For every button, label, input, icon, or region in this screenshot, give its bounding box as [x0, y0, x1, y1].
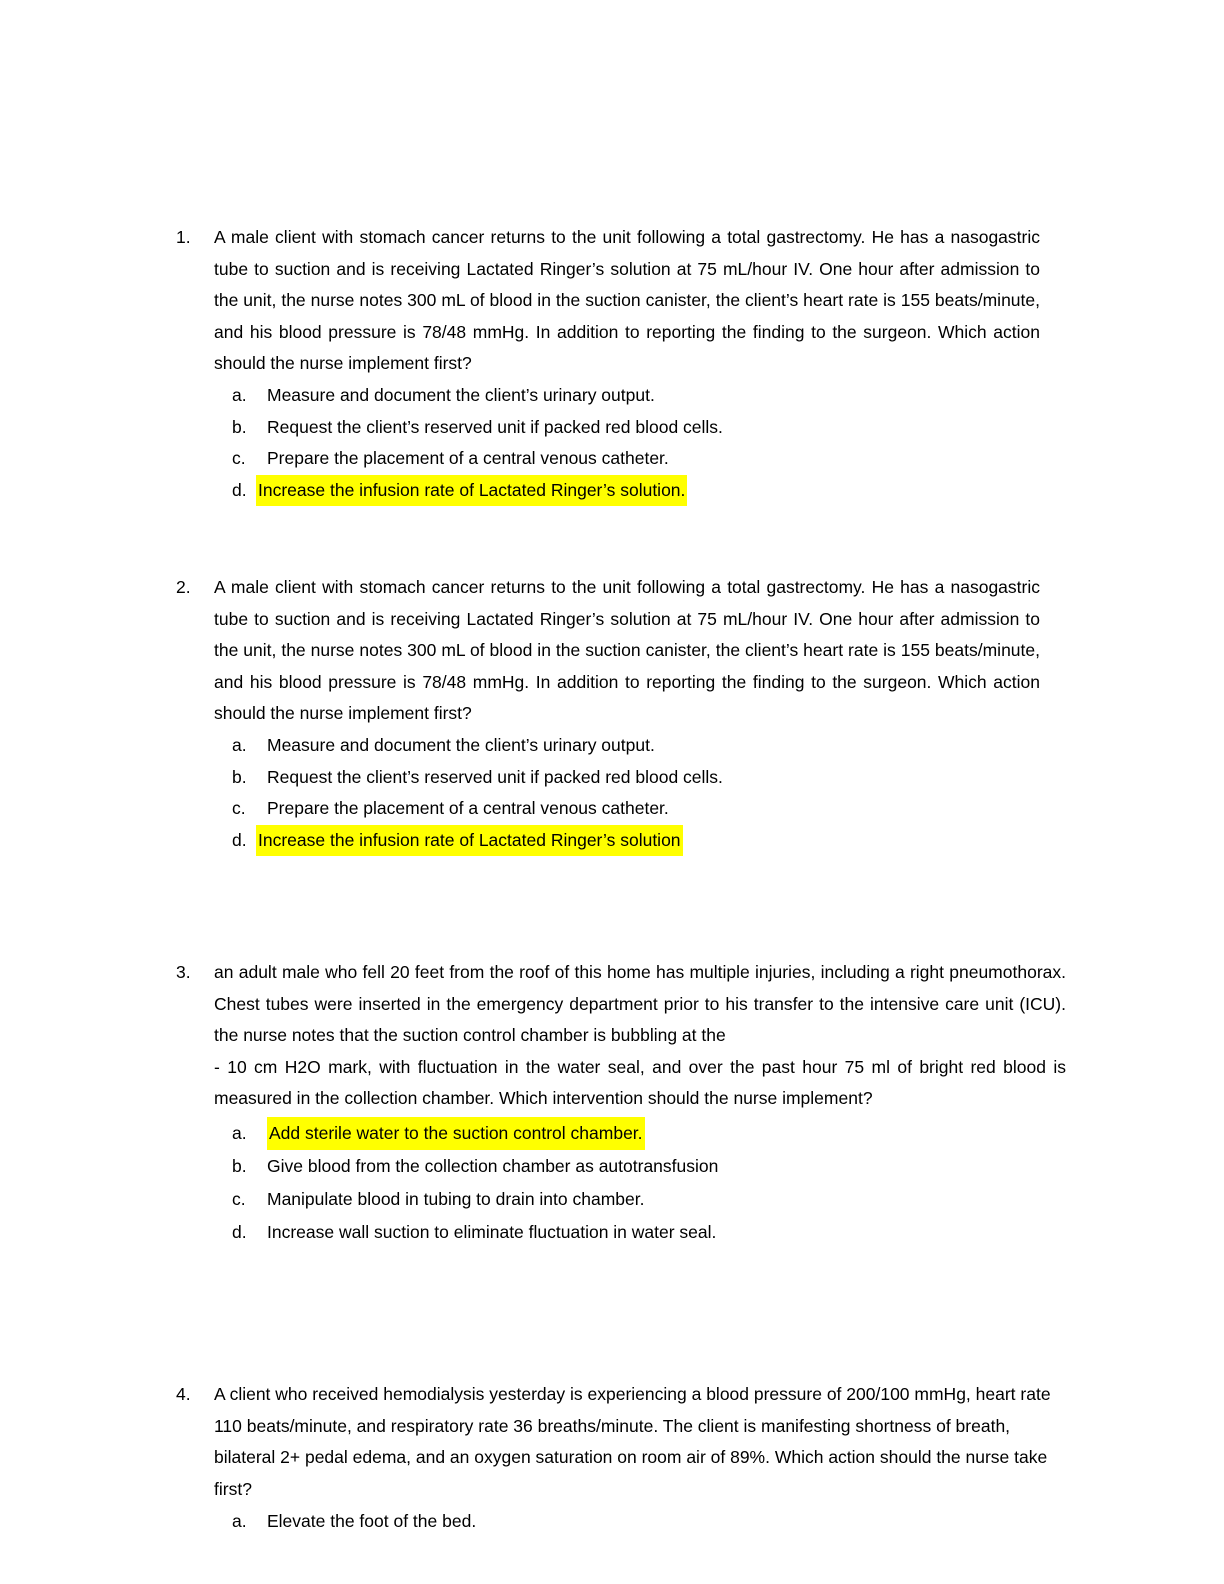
- question-3: [176, 957, 1076, 1249]
- option-a: [176, 1117, 1076, 1150]
- question-4: [176, 1379, 1076, 1538]
- question-stem: A client who received hemodialysis yesterday is experiencing a blood pressure of 200/100 mmHg, heart rate 110 beats/minute, and respiratory rate 36 breaths/minute. The client is manifesting shortness of breath, bilateral 2+ pedal edema, and an oxygen saturation on room air of 89%. Which action should the nurse take first?: [214, 1384, 1051, 1499]
- option-c: [176, 793, 1076, 825]
- option-a: [176, 1505, 1076, 1538]
- highlighted-answer: Increase the infusion rate of Lactated Ringer’s solution: [256, 825, 683, 857]
- option-letter: b.: [232, 766, 247, 787]
- question-stem: A male client with stomach cancer returns to the unit following a total gastrectomy. He has a nasogastric tube to suction and is receiving Lactated Ringer’s solution at 75 mL/hour IV. One hour after admission to the unit, the nurse notes 300 mL of blood in the suction canister, the client’s heart rate is 155 beats/minute, and his blood pressure is 78/48 mmHg. In addition to reporting the finding to the surgeon. Which action should the nurse implement first?: [214, 227, 1040, 374]
- question-stem-continued: - 10 cm H2O mark, with fluctuation in the water seal, and over the past hour 75 ml of bright red blood is measured in the collection chamber. Which intervention should the nurse implement?: [214, 1056, 1066, 1109]
- answer-options: [176, 730, 1076, 856]
- question-stem: A male client with stomach cancer returns to the unit following a total gastrectomy. He has a nasogastric tube to suction and is receiving Lactated Ringer’s solution at 75 mL/hour IV. One hour after admission to the unit, the nurse notes 300 mL of blood in the suction canister, the client’s heart rate is 155 beats/minute, and his blood pressure is 78/48 mmHg. In addition to reporting the finding to the surgeon. Which action should the nurse implement first?: [214, 577, 1040, 724]
- option-a: [176, 730, 1076, 762]
- option-text: Elevate the foot of the bed.: [267, 1511, 477, 1532]
- option-d: [176, 825, 1076, 857]
- option-b: [176, 412, 1076, 444]
- answer-options: [176, 1117, 1076, 1249]
- option-letter: a.: [232, 1122, 247, 1143]
- option-letter: c.: [232, 1188, 246, 1209]
- question-number: 3.: [176, 962, 191, 982]
- option-text: Prepare the placement of a central venous catheter.: [267, 448, 669, 469]
- option-text: Give blood from the collection chamber as autotransfusion: [267, 1155, 719, 1176]
- option-letter: d.: [232, 1221, 247, 1242]
- question-2: [176, 572, 1076, 856]
- option-letter: a.: [232, 1511, 247, 1532]
- option-letter: a.: [232, 734, 247, 755]
- option-letter: d.: [232, 829, 247, 850]
- option-b: [176, 1150, 1076, 1183]
- question-number: 4.: [176, 1384, 191, 1404]
- question-number: 2.: [176, 577, 191, 597]
- option-text: Prepare the placement of a central venous catheter.: [267, 798, 669, 819]
- option-letter: b.: [232, 1155, 247, 1176]
- option-letter: c.: [232, 798, 246, 819]
- option-text: Request the client’s reserved unit if packed red blood cells.: [267, 766, 723, 787]
- option-c: [176, 443, 1076, 475]
- option-a: [176, 380, 1076, 412]
- question-stem: an adult male who fell 20 feet from the roof of this home has multiple injuries, including a right pneumothorax. Chest tubes were inserted in the emergency department prior to his transfer to the intensive care unit (ICU). the nurse notes that the suction control chamber is bubbling at the: [214, 962, 1066, 1046]
- option-text: Manipulate blood in tubing to drain into chamber.: [267, 1188, 645, 1209]
- highlighted-answer: Increase the infusion rate of Lactated Ringer’s solution.: [256, 475, 687, 507]
- option-text: Request the client’s reserved unit if packed red blood cells.: [267, 416, 723, 437]
- option-text: Measure and document the client’s urinary output.: [267, 384, 655, 405]
- highlighted-answer: Add sterile water to the suction control chamber.: [267, 1117, 645, 1150]
- question-number: 1.: [176, 227, 191, 247]
- option-letter: b.: [232, 416, 247, 437]
- option-letter: a.: [232, 384, 247, 405]
- option-d: [176, 1216, 1076, 1249]
- option-letter: c.: [232, 448, 246, 469]
- option-text: Measure and document the client’s urinary output.: [267, 734, 655, 755]
- question-1: [176, 222, 1076, 506]
- option-d: [176, 475, 1076, 507]
- option-b: [176, 762, 1076, 794]
- option-letter: d.: [232, 479, 247, 500]
- option-text: Increase wall suction to eliminate fluctuation in water seal.: [267, 1221, 717, 1242]
- answer-options: [176, 380, 1076, 506]
- answer-options: [176, 1505, 1076, 1538]
- option-c: [176, 1183, 1076, 1216]
